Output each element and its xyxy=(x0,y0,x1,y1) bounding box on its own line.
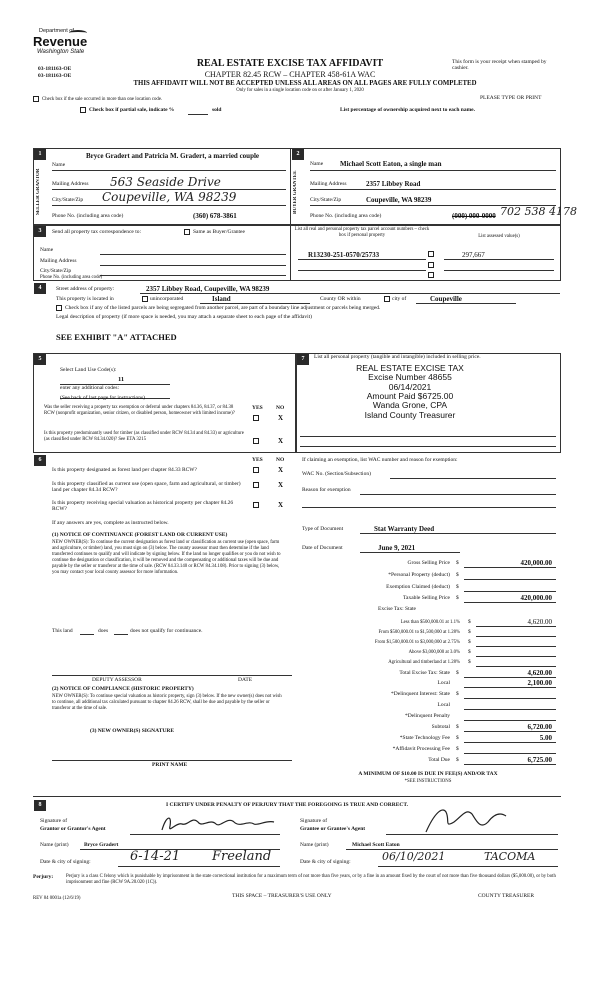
exemption-dollar: $ xyxy=(456,584,459,590)
grantor-sign-date: 6-14-21 xyxy=(130,849,181,864)
sec5-q1-yes-checkbox[interactable] xyxy=(253,415,259,421)
stamp-line-4: Amount Paid $6725.00 xyxy=(366,391,454,402)
print-name-label: PRINT NAME xyxy=(152,762,188,768)
buyer-phone-handwritten: 702 538 4178 xyxy=(500,205,577,218)
sec5-q2-no-mark: X xyxy=(278,437,284,445)
form-subtitle: CHAPTER 82.45 RCW – CHAPTER 458-61A WAC xyxy=(204,70,376,79)
personal-dollar: $ xyxy=(456,572,459,578)
grantor-name-print-label: Name (print) xyxy=(40,842,69,848)
total-state-dollar: $ xyxy=(456,670,459,676)
assessed-value: 297,667 xyxy=(462,251,485,259)
section-3-marker: 3 xyxy=(34,226,46,237)
tier-5-label: Agricultural and timberland at 1.28% xyxy=(388,660,460,665)
grantee-sig-top-label: Signature of xyxy=(300,818,328,824)
grantee-sig-label: Grantee or Grantee's Agent xyxy=(300,826,366,832)
dept-label: Department of xyxy=(39,28,74,34)
see-back-note: (See back of last page for instructions) xyxy=(60,395,145,401)
sec6-q1-yes-checkbox[interactable] xyxy=(253,467,259,473)
stamp-line-2: Excise Number 48655 xyxy=(368,372,452,383)
minimum-due-note: A MINIMUM OF $10.00 IS DUE IN FEE(S) AND/OR TAX xyxy=(358,771,498,777)
gross-dollar: $ xyxy=(456,560,459,566)
list-percentage-note: List percentage of ownership acquired next to each name. xyxy=(340,107,475,113)
buyer-city-label: City/State/Zip xyxy=(310,197,342,203)
buyer-side-label: BUYER GRANTEE xyxy=(293,170,298,214)
buyer-phone-label: Phone No. (including area code) xyxy=(310,213,382,219)
section-4-marker: 4 xyxy=(34,283,46,294)
tier-1-dollar: $ xyxy=(468,619,471,625)
seller-city: Coupeville, WA 98239 xyxy=(102,190,237,204)
additional-codes-label: enter any additional codes: xyxy=(60,385,120,391)
stamp-line-1: REAL ESTATE EXCISE TAX xyxy=(356,363,464,373)
section-8-marker: 8 xyxy=(34,800,46,811)
county-name: Island xyxy=(212,295,231,303)
perjury-label: Perjury: xyxy=(33,874,54,880)
grantee-date-city-label: Date & city of signing: xyxy=(300,859,351,865)
same-as-buyer-checkbox[interactable] xyxy=(184,229,190,235)
sec5-q1-no-mark: X xyxy=(278,414,284,422)
city-name: Coupeville xyxy=(430,295,462,303)
sec6-q2-no-mark: X xyxy=(278,481,284,489)
total-due-dollar: $ xyxy=(456,757,459,763)
tier-2-dollar: $ xyxy=(468,629,471,635)
stamp-line-6: Island County Treasurer xyxy=(364,409,456,420)
city-of-label: city of xyxy=(392,296,407,302)
personal-deduct-label: *Personal Property (deduct) xyxy=(388,572,450,578)
partial-sold-label: sold xyxy=(212,107,222,113)
tech-fee-label: *State Technology Fee xyxy=(399,735,450,741)
form-warning: THIS AFFIDAVIT WILL NOT BE ACCEPTED UNLESS ALL AREAS ON ALL PAGES ARE FULLY COMPLETED xyxy=(133,80,477,87)
same-as-buyer-label: Same as Buyer/Grantee xyxy=(193,229,245,235)
sec6-q2-yes-checkbox[interactable] xyxy=(253,482,259,488)
taxable-value: 420,000.00 xyxy=(520,594,552,602)
rev-number: REV 84 0001a (12/6/19) xyxy=(33,896,81,901)
grantor-sig-top-label: Signature of xyxy=(40,818,68,824)
local-value: 2,100.00 xyxy=(527,679,552,687)
subtotal-label: Subtotal xyxy=(431,724,450,730)
sec6-no-header: NO xyxy=(276,457,285,463)
buyer-mail: 2357 Libbey Road xyxy=(366,180,421,188)
aff-dollar: $ xyxy=(456,746,459,752)
perjury-text: Perjury is a class C felony which is punishable by imprisonment in the state correctional institution for a maximum term of not more than five years, or by a fine in an amount fixed by the court of not more than five thousand dollars ($5,000.00), or by both imprisonment and fine (RCW 9A.20.020 (1C)). xyxy=(66,874,556,886)
dept-name: Revenue xyxy=(33,34,88,49)
unincorporated-checkbox[interactable] xyxy=(142,296,148,302)
partial-sale-label: Check box if partial sale, indicate % xyxy=(89,107,175,113)
seller-phone-label: Phone No. (including area code) xyxy=(52,213,124,219)
tier-2-label: From $500,000.01 to $1,500,000 at 1.28% xyxy=(378,630,460,635)
stamp-line-3: 06/14/2021 xyxy=(388,381,432,392)
tier-4-label: Above $3,000,000 at 3.0% xyxy=(408,650,460,655)
total-due-label: Total Due xyxy=(428,757,450,763)
tier-3-label: From $1,500,000.01 to $3,000,000 at 2.75% xyxy=(374,640,460,645)
delinquent-interest-local-label: Local xyxy=(437,702,450,708)
seller-side-label: SELLER GRANTOR xyxy=(36,168,41,216)
this-land-label: This land xyxy=(52,628,73,634)
parcel-number: R13230-251-0570/25733 xyxy=(308,251,380,259)
corr-phone-label: Phone No. (including area code) xyxy=(40,275,103,280)
corr-mail-label: Mailing Address xyxy=(40,258,77,264)
parcel-1-personal-checkbox[interactable] xyxy=(428,251,434,257)
stamp-line-5: Wanda Grone, CPA xyxy=(372,400,448,411)
buyer-city: Coupeville, WA 98239 xyxy=(366,196,432,204)
tier-1-value: 4,620.00 xyxy=(527,618,552,626)
sec6-question-3: Is this property receiving special valuation as historical property per chapter 84.26 RCW? xyxy=(52,500,234,513)
taxable-label: Taxable Selling Price xyxy=(403,595,450,601)
section-2-marker: 2 xyxy=(292,149,304,160)
subtotal-dollar: $ xyxy=(456,724,459,730)
grantee-sign-city: TACOMA xyxy=(484,850,536,863)
assessed-header: List assessed value(s) xyxy=(478,234,520,239)
parcel-header: List all real and personal property tax parcel account numbers – check box if personal property xyxy=(294,227,430,238)
partial-sale-checkbox[interactable] xyxy=(80,107,86,113)
county-or-label: County OR within xyxy=(320,296,361,302)
form-only-for: Only for sales in a single location code on or after January 1, 2020 xyxy=(236,88,364,93)
grantee-name-print-label: Name (print) xyxy=(300,842,329,848)
seller-mail: 563 Seaside Drive xyxy=(110,175,221,189)
tech-fee-value: 5.00 xyxy=(539,734,552,742)
buyer-name-label: Name xyxy=(310,161,324,167)
send-correspondence-label: Send all property tax correspondence to: xyxy=(52,229,142,235)
section-5-marker: 5 xyxy=(34,354,46,365)
tier-4-dollar: $ xyxy=(468,649,471,655)
does-label: does xyxy=(98,628,109,634)
legal-description-label: Legal description of property (if more space is needed, you may attach a separate sheet to each page of the affidavit) xyxy=(56,314,312,320)
unincorporated-label: unincorporated xyxy=(150,296,184,302)
land-use-label: Select Land Use Code(s): xyxy=(60,367,117,373)
dor-logo xyxy=(33,28,103,62)
total-state-label: Total Excise Tax: State xyxy=(399,670,450,676)
logo-swoosh-icon xyxy=(69,30,87,36)
form-title: REAL ESTATE EXCISE TAX AFFIDAVIT xyxy=(196,58,384,69)
boundary-label: Check box if any of the listed parcels are being segregated from another parcel, are part of a boundary line adjustment or parcels being merged. xyxy=(65,305,381,311)
delinquent-penalty-label: *Delinquent Penalty xyxy=(404,713,450,719)
buyer-name: Michael Scott Eaton, a single man xyxy=(340,160,442,168)
grantor-sign-city: Freeland xyxy=(212,849,272,864)
wac-label: WAC No. (Section/Subsection) xyxy=(302,471,371,477)
reason-label: Reason for exemption xyxy=(302,487,351,493)
sec6-q3-no-mark: X xyxy=(278,501,284,509)
parcel-2-personal-checkbox[interactable] xyxy=(428,262,434,268)
corr-name-label: Name xyxy=(40,247,54,253)
notice-2-title: (2) NOTICE OF COMPLIANCE (HISTORIC PROPERTY) xyxy=(52,686,194,692)
seller-mail-label: Mailing Address xyxy=(52,181,89,187)
tier-1-label: Less than $500,000.01 at 1.1% xyxy=(400,620,460,625)
land-use-code: 11 xyxy=(118,376,125,383)
street-address: 2357 Libbey Road, Coupeville, WA 98239 xyxy=(146,285,270,293)
grantee-sign-date: 06/10/2021 xyxy=(382,850,446,863)
certify-statement: I CERTIFY UNDER PENALTY OF PERJURY THAT THE FOREGOING IS TRUE AND CORRECT. xyxy=(166,802,409,808)
grantor-signature xyxy=(158,812,278,842)
document-date-label: Date of Document xyxy=(302,545,343,551)
please-type: PLEASE TYPE OR PRINT xyxy=(480,95,542,101)
grantor-print-name: Bryce Gradert xyxy=(84,842,119,848)
sec6-q3-yes-checkbox[interactable] xyxy=(253,502,259,508)
excise-state-label: Excise Tax: State xyxy=(378,606,417,612)
tier-3-dollar: $ xyxy=(468,639,471,645)
exhibit-text: SEE EXHIBIT "A" ATTACHED xyxy=(56,332,177,342)
street-label: Street address of property: xyxy=(56,286,115,292)
buyer-mail-label: Mailing Address xyxy=(310,181,347,187)
notice-1-title: (1) NOTICE OF CONTINUANCE (FOREST LAND OR CURRENT USE) xyxy=(52,532,228,538)
form-code-2: 03-181163-OE xyxy=(38,73,72,79)
deputy-assessor-label: DEPUTY ASSESSOR xyxy=(92,677,142,683)
exemption-deduct-label: Exemption Claimed (deduct) xyxy=(386,584,450,590)
sec5-question-1: Was the seller receiving a property tax exemption or deferral under chapters 84.36, 84.37, or 84.38 RCW (nonprofit organization, senior citizen, or disabled person, homeowner with limited income)? xyxy=(44,405,235,416)
treasurer-stamp xyxy=(330,364,490,420)
boundary-checkbox[interactable] xyxy=(56,305,62,311)
section-1-marker: 1 xyxy=(34,149,46,160)
form-code-1: 03-181163-OE xyxy=(38,66,72,72)
document-type: Stat Warranty Deed xyxy=(374,525,435,533)
sec5-q2-yes-checkbox[interactable] xyxy=(253,438,259,444)
multi-location-checkbox[interactable] xyxy=(33,96,39,102)
sec5-yes-header: YES xyxy=(252,405,263,411)
see-instructions-note: *SEE INSTRUCTIONS xyxy=(404,779,452,784)
gross-label: Gross Selling Price xyxy=(407,560,450,566)
dint-dollar: $ xyxy=(456,691,459,697)
taxable-dollar: $ xyxy=(456,595,459,601)
sec5-no-header: NO xyxy=(276,405,285,411)
sec5-question-2: Is this property predominantly used for timber (as classified under RCW 84.34 and 84.33) or agriculture (as classified under RCW 84.34.020)? See ETA 3215 xyxy=(44,431,244,442)
gross-value: 420,000.00 xyxy=(520,559,552,567)
total-state-value: 4,620.00 xyxy=(527,669,552,677)
new-owner-signature-label: (3) NEW OWNER(S) SIGNATURE xyxy=(90,728,174,734)
section-6-marker: 6 xyxy=(34,455,46,466)
seller-phone: (360) 678-3861 xyxy=(193,212,237,220)
subtotal-value: 6,720.00 xyxy=(527,723,552,731)
grantor-date-city-label: Date & city of signing: xyxy=(40,859,91,865)
personal-property-label: List all personal property (tangible and intangible) included in selling price. xyxy=(314,354,481,360)
total-due-value: 6,725.00 xyxy=(527,756,552,764)
document-type-label: Type of Document xyxy=(302,526,344,532)
located-label: This property is located in xyxy=(56,296,114,302)
affidavit-fee-label: *Affidavit Processing Fee xyxy=(392,746,450,752)
dept-state: Washington State xyxy=(37,49,85,55)
tier-5-dollar: $ xyxy=(468,659,471,665)
county-treasurer-label: COUNTY TREASURER xyxy=(478,893,535,899)
seller-city-label: City/State/Zip xyxy=(52,197,84,203)
notice-1-text: NEW OWNER(S): To continue the current designation as forest land or classification as current use (open space, farm and agriculture, or timber) land, you must sign on (3) below. The county assessor must then determine if the land transferred continues to qualify and will indicate by signing below. If the land no longer qualifies or you do not wish to continue the designation or classification, it will be removed and the compensating or additional taxes will be due and payable by the seller or transferor at the time of sale. (RCW 84.33.140 or RCW 84.34.108). Prior to signing (3) below, you may contact your local county assessor for more information. xyxy=(52,540,281,575)
notice-2-text: NEW OWNER(S): To continue special valuation as historic property, sign (3) below. If the new owner(s) does not wish to continue, all additional tax calculated pursuant to chapter 84.26 RCW, shall be due and payable by the seller or transferor at the time of sale. xyxy=(52,694,282,711)
sec6-question-1: Is this property designated as forest land per chapter 84.33 RCW? xyxy=(52,467,197,473)
document-date: June 9, 2021 xyxy=(378,544,416,552)
parcel-3-personal-checkbox[interactable] xyxy=(428,272,434,278)
multi-location-label: Check box if the sale occurred in more than one location code. xyxy=(42,97,163,102)
assessor-date-label: DATE xyxy=(238,677,253,683)
grantor-sig-label: Grantor or Grantor's Agent xyxy=(40,826,106,832)
receipt-note: This form is your receipt when stamped by cashier. xyxy=(452,59,547,72)
tech-dollar: $ xyxy=(456,735,459,741)
corr-city-label: City/State/Zip xyxy=(40,268,72,274)
sec6-yes-header: YES xyxy=(252,457,263,463)
sec6-question-2: Is this property classified as current use (open space, farm and agricultural, or timber) land per chapter 84.34 RCW? xyxy=(52,481,241,494)
claiming-exemption-label: If claiming an exemption, list WAC number and reason for exemption: xyxy=(302,457,458,463)
not-qualify-label: does not qualify for continuance. xyxy=(130,628,203,634)
grantee-print-name: Michael Scott Eaton xyxy=(352,842,400,848)
city-of-checkbox[interactable] xyxy=(384,296,390,302)
sec6-q1-no-mark: X xyxy=(278,466,284,474)
if-yes-note: If any answers are yes, complete as instructed below. xyxy=(52,520,169,526)
section-7-marker: 7 xyxy=(297,354,309,365)
seller-name: Bryce Gradert and Patricia M. Gradert, a married couple xyxy=(86,152,260,160)
seller-name-label: Name xyxy=(52,162,66,168)
local-label: Local xyxy=(437,680,450,686)
grantee-signature-scribble xyxy=(420,804,510,836)
buyer-phone-typed: (000) 000-0000 xyxy=(452,212,496,220)
delinquent-interest-state-label: *Delinquent Interest: State xyxy=(391,691,450,697)
treasurer-space-label: THIS SPACE – TREASURER'S USE ONLY xyxy=(232,893,332,899)
